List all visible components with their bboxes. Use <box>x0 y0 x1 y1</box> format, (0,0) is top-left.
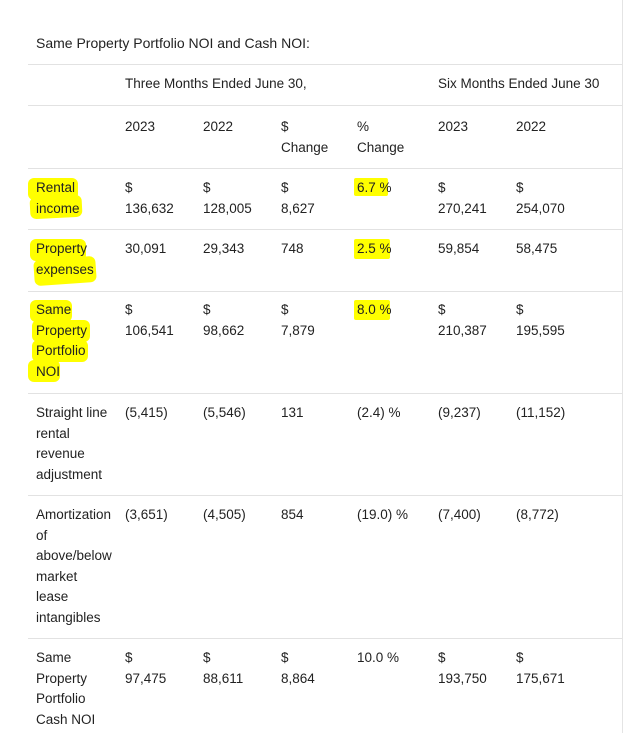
col-header-2022-ytd: 2022 <box>516 119 547 134</box>
col-header-dollar-change-line1: $ <box>281 119 289 134</box>
cell-straight-2022-ytd: (11,152) <box>516 405 566 420</box>
row-label-line: Same <box>36 302 72 317</box>
cell-noi-2023-q <box>125 300 174 341</box>
row-label-line: revenue <box>36 446 85 461</box>
cell-amort-2022-ytd: (8,772) <box>516 507 559 522</box>
cell-line: 8.0 % <box>357 302 392 317</box>
cell-straight-change: 131 <box>281 405 304 420</box>
cell-amort-2023-ytd: (7,400) <box>438 507 481 522</box>
cell-cash-2023-ytd <box>438 648 487 689</box>
cell-rental-pct <box>357 178 392 199</box>
col-header-dollar-change-line2: Change <box>281 139 329 155</box>
cell-line: $ <box>125 302 133 317</box>
divider <box>28 291 622 292</box>
cell-line: $ <box>516 302 524 317</box>
cell-line: 8,864 <box>281 670 315 686</box>
divider <box>28 638 622 639</box>
row-label-line: Portfolio <box>36 343 86 358</box>
col-header-pct-change-line2: Change <box>357 139 405 155</box>
cell-expenses-pct <box>357 239 392 260</box>
cell-line: $ <box>438 302 446 317</box>
col-header-2023-ytd: 2023 <box>438 119 469 134</box>
cell-rental-2023-ytd <box>438 178 487 219</box>
row-label-line: Straight line <box>36 405 108 420</box>
cell-straight-2022-q: (5,546) <box>203 405 246 420</box>
cell-line: 175,671 <box>516 670 565 686</box>
row-label-line: rental <box>36 425 70 441</box>
row-label-amortization <box>36 505 112 628</box>
cell-line: $ <box>281 180 289 195</box>
cell-noi-2022-q <box>203 300 244 341</box>
cell-cash-2022-ytd <box>516 648 565 689</box>
cell-line: $ <box>516 650 524 665</box>
row-label-line: of <box>36 527 48 543</box>
row-label-line: intangibles <box>36 609 101 625</box>
row-label-line: Cash NOI <box>36 711 96 727</box>
cell-line: $ <box>438 650 446 665</box>
cell-line: 270,241 <box>438 200 487 216</box>
cell-rental-change <box>281 178 315 219</box>
col-header-2023-q: 2023 <box>125 119 156 134</box>
row-label-line: Portfolio <box>36 691 86 706</box>
cell-line: $ <box>203 302 211 317</box>
row-label-line: above/below <box>36 548 112 563</box>
cell-cash-2023-q <box>125 648 166 689</box>
row-label-line: lease <box>36 589 69 604</box>
cell-line: 97,475 <box>125 670 167 686</box>
row-label-rental-income <box>36 178 80 219</box>
row-label-line: Same <box>36 650 72 665</box>
cell-cash-pct: 10.0 % <box>357 650 400 665</box>
cell-rental-2022-ytd <box>516 178 565 219</box>
cell-line: $ <box>203 650 211 665</box>
cell-expenses-2022-q: 29,343 <box>203 241 245 256</box>
row-label-straight-line <box>36 403 107 485</box>
cell-line: 7,879 <box>281 322 315 338</box>
cell-line: 195,595 <box>516 322 565 338</box>
table-title: Same Property Portfolio NOI and Cash NOI: <box>36 35 310 51</box>
cell-noi-2022-ytd <box>516 300 565 341</box>
row-label-line: expenses <box>36 261 94 277</box>
col-header-dollar-change <box>281 117 328 158</box>
cell-line: $ <box>125 180 133 195</box>
cell-noi-pct <box>357 300 392 321</box>
divider <box>28 495 622 496</box>
cell-line: $ <box>438 180 446 195</box>
row-label-same-property-cash-noi <box>36 648 95 730</box>
cell-line: 98,662 <box>203 322 245 338</box>
col-header-pct-change-line1: % <box>357 119 370 134</box>
cell-noi-change <box>281 300 315 341</box>
row-label-line: Amortization <box>36 507 112 522</box>
row-label-line: Property <box>36 241 88 256</box>
row-label-same-property-noi <box>36 300 87 382</box>
header-three-months: Three Months Ended June 30, <box>125 76 307 91</box>
divider <box>28 168 622 169</box>
cell-expenses-2023-ytd: 59,854 <box>438 241 480 256</box>
col-header-2022-q: 2022 <box>203 119 234 134</box>
row-label-line: market <box>36 568 78 584</box>
row-label-property-expenses <box>36 239 94 280</box>
cell-expenses-change: 748 <box>281 241 304 256</box>
cell-line: $ <box>125 650 133 665</box>
col-header-pct-change <box>357 117 404 158</box>
cell-amort-change: 854 <box>281 507 304 522</box>
cell-rental-2022-q <box>203 178 252 219</box>
cell-rental-2023-q <box>125 178 174 219</box>
cell-line: 106,541 <box>125 322 174 338</box>
row-label-line: Property <box>36 670 88 686</box>
cell-expenses-2022-ytd: 58,475 <box>516 241 558 256</box>
divider <box>28 393 622 394</box>
cell-line: 2.5 % <box>357 241 392 256</box>
cell-line: 6.7 % <box>357 180 392 195</box>
cell-noi-2023-ytd <box>438 300 487 341</box>
cell-line: 128,005 <box>203 200 252 216</box>
divider <box>28 105 622 106</box>
cell-cash-2022-q <box>203 648 243 689</box>
header-six-months: Six Months Ended June 30 <box>438 76 600 91</box>
row-label-line: Property <box>36 322 88 338</box>
cell-straight-pct: (2.4) % <box>357 405 401 420</box>
cell-amort-pct: (19.0) % <box>357 507 409 522</box>
cell-straight-2023-q: (5,415) <box>125 405 168 420</box>
cell-line: 193,750 <box>438 670 487 686</box>
cell-line: $ <box>516 180 524 195</box>
cell-line: 136,632 <box>125 200 174 216</box>
row-label-line: income <box>36 200 80 216</box>
divider <box>28 229 622 230</box>
cell-line: 88,611 <box>203 670 244 686</box>
cell-cash-change <box>281 648 315 689</box>
cell-expenses-2023-q: 30,091 <box>125 241 167 256</box>
cell-line: $ <box>281 650 289 665</box>
row-label-line: Rental <box>36 180 76 195</box>
cell-amort-2022-q: (4,505) <box>203 507 246 522</box>
cell-line: 210,387 <box>438 322 487 338</box>
divider <box>28 64 622 65</box>
row-label-line: NOI <box>36 363 61 379</box>
cell-amort-2023-q: (3,651) <box>125 507 168 522</box>
cell-line: 254,070 <box>516 200 565 216</box>
cell-line: $ <box>281 302 289 317</box>
cell-line: $ <box>203 180 211 195</box>
cell-straight-2023-ytd: (9,237) <box>438 405 481 420</box>
row-label-line: adjustment <box>36 466 103 482</box>
cell-line: 8,627 <box>281 200 315 216</box>
